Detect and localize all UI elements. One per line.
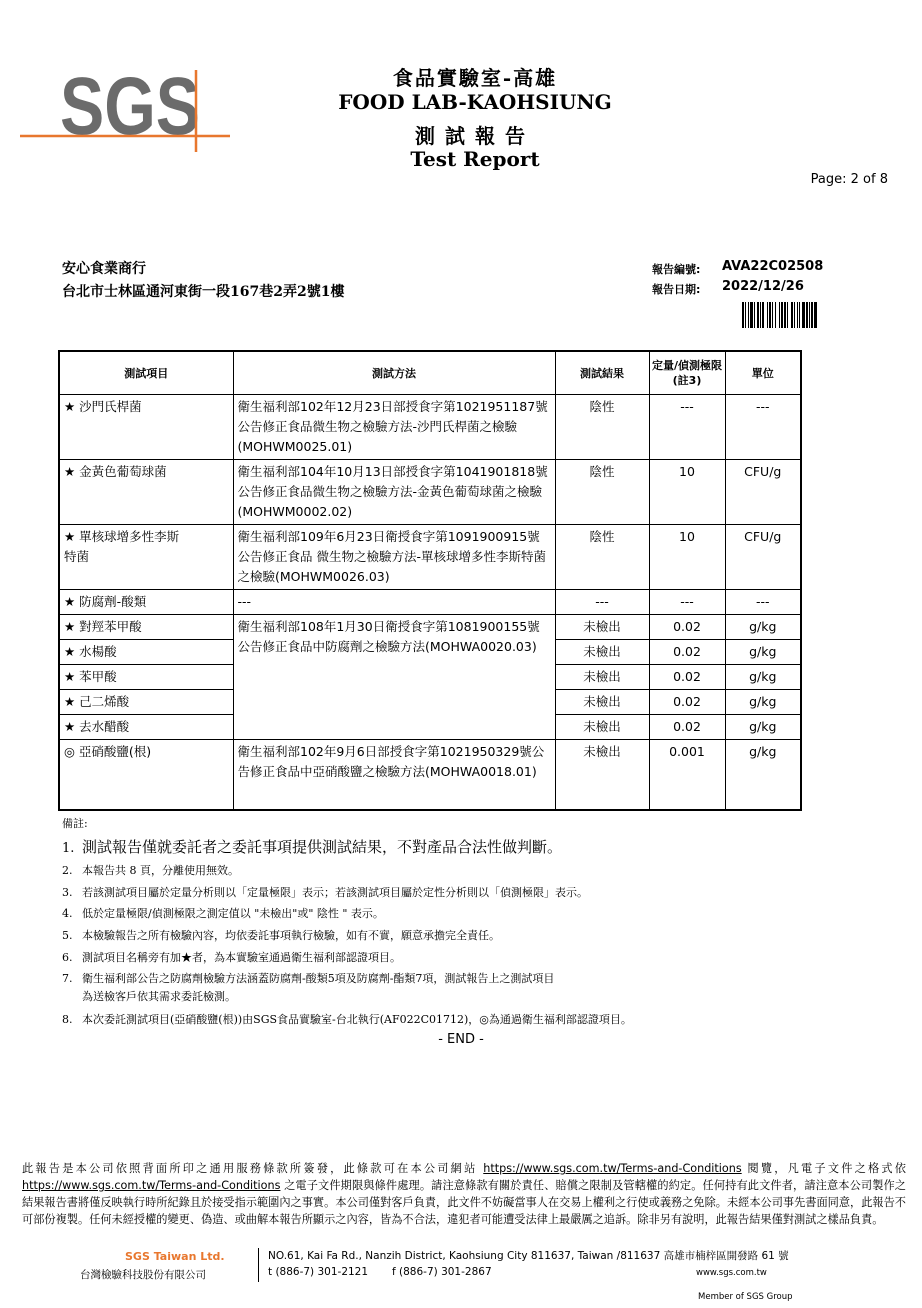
note-number: 4. <box>62 907 73 920</box>
page-number: Page: 2 of 8 <box>810 172 888 187</box>
cell-item: ★ 水楊酸 <box>59 640 233 665</box>
report-title-zh: 測試報告 <box>415 124 535 148</box>
cell-unit: g/kg <box>725 665 801 690</box>
company-name-zh: 台灣檢驗科技股份有限公司 <box>80 1269 206 1281</box>
cell-item: ★ 己二烯酸 <box>59 690 233 715</box>
header-limit: 定量/偵測極限(註3) <box>649 351 725 395</box>
cell-result: 陰性 <box>555 395 649 460</box>
report-date-label: 報告日期: <box>652 283 701 296</box>
header-item: 測試項目 <box>59 351 233 395</box>
table-header-row <box>59 351 801 395</box>
company-website[interactable]: www.sgs.com.tw <box>696 1268 767 1278</box>
table-row <box>59 615 801 640</box>
cell-unit: CFU/g <box>725 525 801 590</box>
client-address: 台北市士林區通河東街一段167巷2弄2號1樓 <box>62 284 345 300</box>
note-number: 5. <box>62 929 73 942</box>
cell-result: 未檢出 <box>555 740 649 810</box>
cell-limit: 10 <box>649 525 725 590</box>
cell-method: 衛生福利部104年10月13日部授食字第1041901818號公告修正食品微生物之檢驗方法-金黃色葡萄球菌之檢驗(MOHWM0002.02) <box>233 460 555 525</box>
report-date-value: 2022/12/26 <box>722 279 804 294</box>
results-table <box>58 350 802 811</box>
note-item <box>62 1011 632 1027</box>
lab-title-zh: 食品實驗室-高雄 <box>392 66 558 90</box>
cell-item: ★ 苯甲酸 <box>59 665 233 690</box>
cell-item: ★ 沙門氏桿菌 <box>59 395 233 460</box>
lab-title-en: FOOD LAB-KAOHSIUNG <box>338 90 612 114</box>
cell-limit: --- <box>649 590 725 615</box>
note-text: 本報告共 8 頁，分離使用無效。 <box>82 864 239 877</box>
cell-limit: 0.02 <box>649 690 725 715</box>
company-fax: f (886-7) 301-2867 <box>392 1266 492 1278</box>
report-title-en: Test Report <box>410 147 540 171</box>
cell-item: ★ 單核球增多性李斯特菌 <box>59 525 233 590</box>
cell-result: 未檢出 <box>555 665 649 690</box>
company-name-en: SGS Taiwan Ltd. <box>125 1250 225 1263</box>
table-row <box>59 590 801 615</box>
cell-limit: 0.02 <box>649 615 725 640</box>
table-row <box>59 740 801 810</box>
note-number: 7. <box>62 972 73 985</box>
cell-unit: g/kg <box>725 690 801 715</box>
note-number: 8. <box>62 1013 73 1026</box>
cell-method: 衛生福利部102年9月6日部授食字第1021950329號公告修正食品中亞硝酸鹽之檢驗方法(MOHWA0018.01) <box>233 740 555 810</box>
footer-divider <box>258 1248 259 1282</box>
barcode <box>742 302 866 328</box>
terms-link[interactable]: https://www.sgs.com.tw/Terms-and-Conditions <box>22 1179 281 1192</box>
cell-unit: g/kg <box>725 640 801 665</box>
cell-method: --- <box>233 590 555 615</box>
note-text: 衛生福利部公告之防腐劑檢驗方法涵蓋防腐劑-酸類5項及防腐劑-酯類7項，測試報告上之測試項目 <box>82 972 555 985</box>
cell-method: 衛生福利部102年12月23日部授食字第1021951187號公告修正食品微生物之檢驗方法-沙門氏桿菌之檢驗(MOHWM0025.01) <box>233 395 555 460</box>
report-no-label: 報告編號: <box>652 263 701 276</box>
cell-item: ★ 金黃色葡萄球菌 <box>59 460 233 525</box>
cell-method: 衛生福利部108年1月30日衛授食字第1081900155號公告修正食品中防腐劑之檢驗方法(MOHWA0020.03) <box>233 615 555 740</box>
end-mark: - END - <box>438 1032 484 1047</box>
company-phone: t (886-7) 301-2121 <box>268 1266 369 1278</box>
terms-link[interactable]: https://www.sgs.com.tw/Terms-and-Conditions <box>483 1162 742 1175</box>
note-item <box>62 927 500 943</box>
note-item <box>62 836 562 857</box>
cell-item: ★ 去水醋酸 <box>59 715 233 740</box>
sgs-logo <box>20 62 230 152</box>
cell-method: 衛生福利部109年6月23日衛授食字第1091900915號公告修正食品 微生物之檢驗方法-單核球增多性李斯特菌之檢驗(MOHWM0026.03) <box>233 525 555 590</box>
note-text: 本次委託測試項目(亞硝酸鹽(根))由SGS食品實驗室-台北執行(AF022C01712)，◎為通過衛生福利部認證項目。 <box>82 1013 632 1026</box>
cell-result: 未檢出 <box>555 715 649 740</box>
cell-limit: 0.02 <box>649 665 725 690</box>
cell-item: ★ 對羥苯甲酸 <box>59 615 233 640</box>
cell-unit: g/kg <box>725 615 801 640</box>
header-method: 測試方法 <box>233 351 555 395</box>
cell-unit: g/kg <box>725 740 801 810</box>
header-unit: 單位 <box>725 351 801 395</box>
note-number: 2. <box>62 864 73 877</box>
cell-unit: --- <box>725 395 801 460</box>
note-item-continued: 為送檢客戶依其需求委託檢測。 <box>82 990 236 1003</box>
cell-limit: 10 <box>649 460 725 525</box>
header-result: 測試結果 <box>555 351 649 395</box>
table-row <box>59 460 801 525</box>
note-text: 若該測試項目屬於定量分析則以「定量極限」表示；若該測試項目屬於定性分析則以「偵測極限」表示。 <box>82 886 588 899</box>
note-number: 3. <box>62 886 73 899</box>
cell-limit: 0.02 <box>649 715 725 740</box>
cell-unit: g/kg <box>725 715 801 740</box>
table-row <box>59 395 801 460</box>
note-item <box>62 905 384 921</box>
note-text: 測試報告僅就委託者之委託事項提供測試結果，不對產品合法性做判斷。 <box>82 838 563 856</box>
note-number: 1. <box>62 841 75 856</box>
notes-title: 備註: <box>62 817 88 830</box>
client-name: 安心食業商行 <box>62 261 146 277</box>
note-text: 本檢驗報告之所有檢驗內容，均依委託事項執行檢驗，如有不實，願意承擔完全責任。 <box>82 929 500 942</box>
disclaimer <box>22 1160 906 1228</box>
cell-limit: --- <box>649 395 725 460</box>
cell-result: 未檢出 <box>555 615 649 640</box>
cell-unit: CFU/g <box>725 460 801 525</box>
cell-result: --- <box>555 590 649 615</box>
table-row <box>59 525 801 590</box>
note-item <box>62 884 588 900</box>
member-of-group: Member of SGS Group <box>698 1292 793 1302</box>
disclaimer-text: 閱覽，凡電子文件之格式依 <box>741 1162 906 1175</box>
disclaimer-text: 此報告是本公司依照背面所印之通用服務條款所簽發，此條款可在本公司網站 <box>22 1162 484 1175</box>
note-item <box>62 862 239 878</box>
cell-unit: --- <box>725 590 801 615</box>
cell-result: 陰性 <box>555 460 649 525</box>
report-no-value: AVA22C02508 <box>722 259 824 274</box>
note-text: 測試項目名稱旁有加★者，為本實驗室通過衛生福利部認證項目。 <box>82 951 401 964</box>
cell-limit: 0.02 <box>649 640 725 665</box>
company-address: NO.61, Kai Fa Rd., Nanzih District, Kaohsiung City 811637, Taiwan /811637 高雄市楠梓區開發路 61 號 <box>268 1250 789 1262</box>
disclaimer-text: 之電子文件期限與條件處理。請注意條款有關於責任、賠償之限制及管轄權的約定。任何持有此文件者，請注意本公司製作之結果報告書將僅反映執行時所紀錄且於接受指示範圍內之事實。本公司僅對客戶負責，此文件不妨礙當事人在交易上權利之行使或義務之免除。未經本公司事先書面同意，此報告不可部份複製。任何未經授權的變更、偽造、或曲解本報告所顯示之內容，皆為不合法，違犯者可能遭受法律上最嚴厲之追訴。除非另有說明，此報告結果僅對測試之樣品負責。 <box>22 1179 906 1226</box>
note-item <box>62 949 401 965</box>
note-text: 低於定量極限/偵測極限之測定值以 "未檢出"或" 陰性 " 表示。 <box>82 907 384 920</box>
cell-result: 未檢出 <box>555 640 649 665</box>
cell-item: ★ 防腐劑-酸類 <box>59 590 233 615</box>
note-number: 6. <box>62 951 73 964</box>
cell-result: 未檢出 <box>555 690 649 715</box>
cell-limit: 0.001 <box>649 740 725 810</box>
note-item <box>62 970 554 986</box>
cell-item: ◎ 亞硝酸鹽(根) <box>59 740 233 810</box>
svg-text:SGS: SGS <box>60 62 200 152</box>
cell-result: 陰性 <box>555 525 649 590</box>
